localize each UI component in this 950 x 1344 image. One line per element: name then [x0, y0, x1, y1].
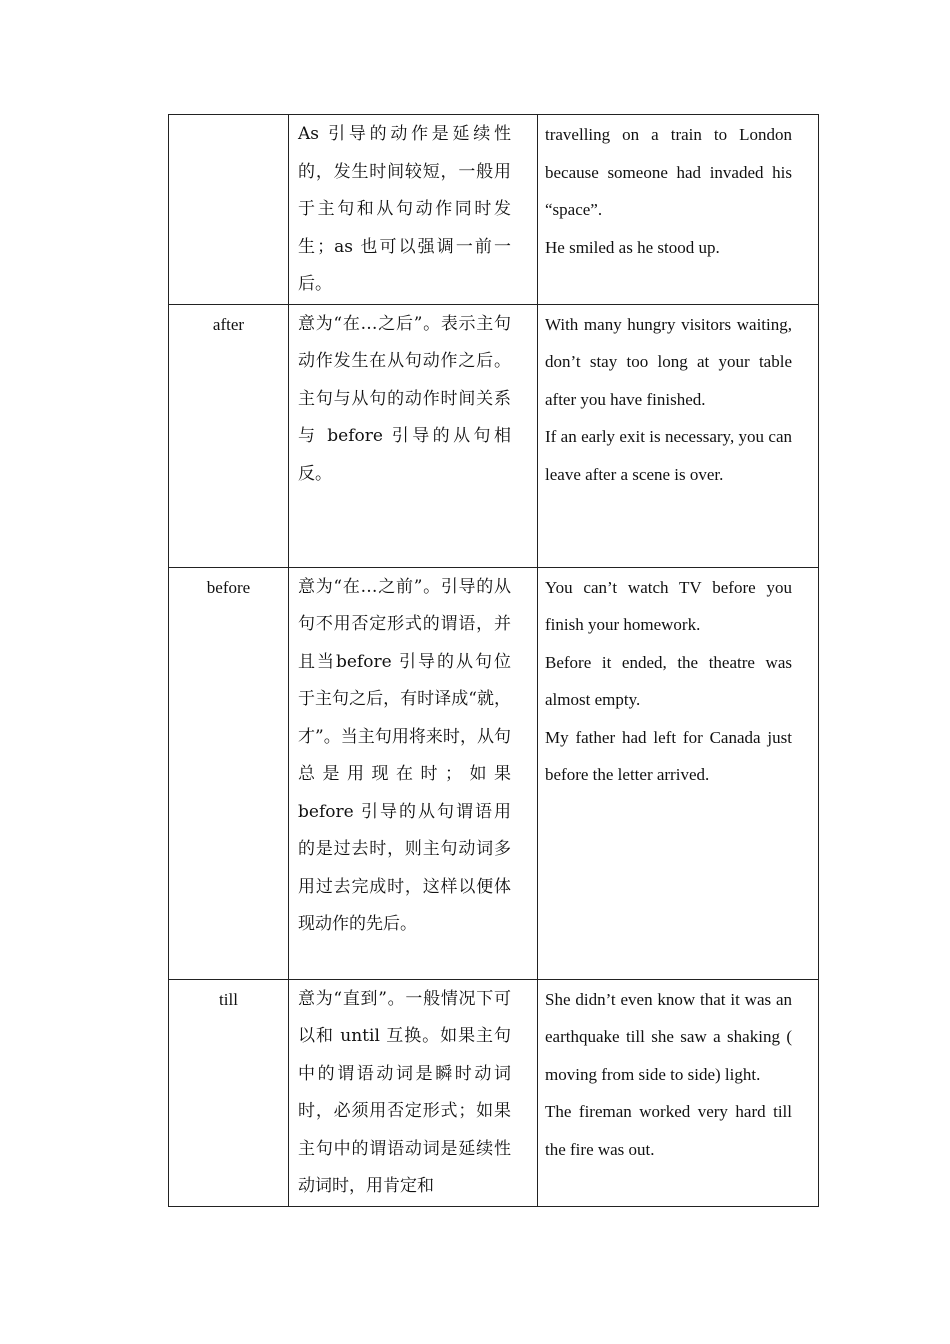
conjunction-cell	[169, 567, 289, 979]
conjunction-cell	[169, 979, 289, 1206]
example-sentence: With many hungry visitors waiting, don’t stay too long at your table after you have finished.	[545, 314, 792, 409]
explanation-cell	[289, 979, 538, 1206]
conjunction-word: after	[212, 314, 245, 334]
grammar-table	[168, 114, 819, 1207]
example-sentence: If an early exit is necessary, you can leave after a scene is over.	[545, 427, 792, 484]
examples-cell	[538, 567, 819, 979]
explanation-cell	[289, 304, 538, 567]
example-sentence: My father had left for Canada just before the letter arrived.	[545, 727, 792, 784]
examples-cell	[538, 979, 819, 1206]
example-sentence: The fireman worked very hard till the fire was out.	[545, 1102, 792, 1159]
example-sentence: He smiled as he stood up.	[545, 237, 720, 257]
table-row	[169, 979, 819, 1206]
conjunction-cell	[169, 304, 289, 567]
explanation-text: 意为“在…之前”。引导的从句不用否定形式的谓语，并且当before 引导的从句位于主句之后，有时译成“就，才”。当主句用将来时，从句总是用现在时；如果 before 引导的从句谓语用的是过去时，则主句动词多用过去完成时，这样以便体现动作的先后。	[298, 576, 511, 934]
table-row	[169, 304, 819, 567]
example-sentence: She didn’t even know that it was an earthquake till she saw a shaking ( moving from side to side) light.	[545, 989, 792, 1084]
explanation-text: 意为“直到”。一般情况下可以和 until 互换。如果主句中的谓语动词是瞬时动词时，必须用否定形式；如果主句中的谓语动词是延续性动词时，用肯定和	[298, 988, 511, 1196]
explanation-text: 意为“在…之后”。表示主句动作发生在从句动作之后。主句与从句的动作时间关系与 before 引导的从句相反。	[298, 313, 511, 484]
conjunction-word: before	[206, 577, 251, 597]
conjunction-word: till	[219, 989, 238, 1009]
examples-cell	[538, 304, 819, 567]
example-sentence: travelling on a train to London because someone had invaded his “space”.	[545, 125, 792, 219]
explanation-cell	[289, 567, 538, 979]
explanation-text: As 引导的动作是延续性的，发生时间较短，一般用于主句和从句动作同时发生；as 也可以强调一前一后。	[298, 124, 511, 294]
table-row	[169, 115, 819, 305]
examples-cell	[538, 115, 819, 305]
example-sentence: You can’t watch TV before you finish your homework.	[545, 577, 792, 634]
example-sentence: Before it ended, the theatre was almost empty.	[545, 652, 792, 709]
conjunction-cell	[169, 115, 289, 305]
table-row	[169, 567, 819, 979]
explanation-cell	[289, 115, 538, 305]
